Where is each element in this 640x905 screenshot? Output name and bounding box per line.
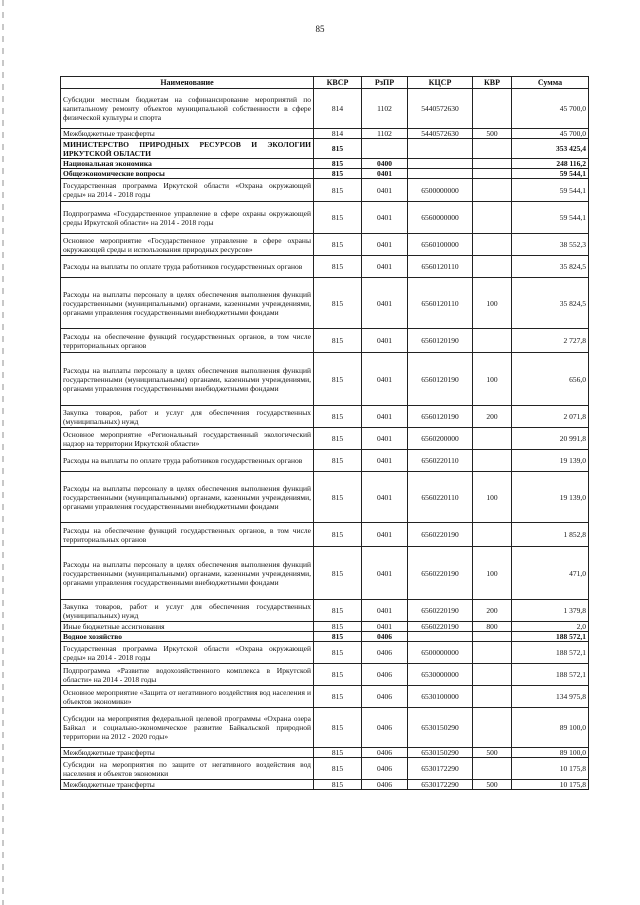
cell-sum: 10 175,8 <box>512 780 589 790</box>
table-row <box>61 523 589 547</box>
header-rzpr: РзПР <box>362 77 408 89</box>
cell-rzpr: 0401 <box>362 450 408 472</box>
table-row <box>61 202 589 234</box>
cell-sum: 353 425,4 <box>512 139 589 159</box>
cell-kvr: 500 <box>473 748 512 758</box>
table-row <box>61 708 589 748</box>
table-row <box>61 622 589 632</box>
cell-sum: 59 544,1 <box>512 179 589 202</box>
cell-name: Расходы на выплаты персоналу в целях обеспечения выполнения функций государственными (муниципальными) органами, казенными учреждениями, органами управления государственными внебюджетными фондами <box>61 547 314 600</box>
cell-rzpr: 0401 <box>362 428 408 450</box>
table-row <box>61 406 589 428</box>
cell-kvr <box>473 428 512 450</box>
cell-kvr <box>473 450 512 472</box>
cell-name: Расходы на обеспечение функций государственных органов, в том числе территориальных органов <box>61 523 314 547</box>
table-row <box>61 129 589 139</box>
cell-kvsr: 815 <box>314 353 362 406</box>
cell-sum: 20 991,8 <box>512 428 589 450</box>
table-row <box>61 600 589 622</box>
cell-kvr: 100 <box>473 547 512 600</box>
table-row <box>61 139 589 159</box>
cell-name: МИНИСТЕРСТВО ПРИРОДНЫХ РЕСУРСОВ И ЭКОЛОГИИ ИРКУТСКОЙ ОБЛАСТИ <box>61 139 314 159</box>
cell-name: Подпрограмма «Государственное управление в сфере охраны окружающей среды Иркутской области» на 2014 - 2018 годы <box>61 202 314 234</box>
cell-rzpr: 0401 <box>362 406 408 428</box>
cell-name: Субсидии на мероприятия федеральной целевой программы «Охрана озера Байкал и социально-экономическое развитие Байкальской природной территории на 2012 - 2020 годы» <box>61 708 314 748</box>
cell-kvsr: 815 <box>314 472 362 523</box>
table-row <box>61 450 589 472</box>
cell-name: Основное мероприятие «Защита от негативного воздействия вод населения и объектов экономики» <box>61 686 314 708</box>
cell-kcsr: 6560220190 <box>408 523 473 547</box>
table-row <box>61 472 589 523</box>
cell-kvr <box>473 642 512 664</box>
cell-sum: 1 852,8 <box>512 523 589 547</box>
cell-kvr <box>473 523 512 547</box>
cell-rzpr: 0401 <box>362 547 408 600</box>
table-row <box>61 89 589 129</box>
cell-sum: 248 116,2 <box>512 159 589 169</box>
table-body <box>61 89 589 790</box>
cell-name: Межбюджетные трансферты <box>61 129 314 139</box>
cell-kvsr: 815 <box>314 450 362 472</box>
cell-kcsr: 6530172290 <box>408 758 473 780</box>
cell-kvsr: 815 <box>314 179 362 202</box>
cell-kcsr: 6560220110 <box>408 472 473 523</box>
cell-rzpr: 0401 <box>362 202 408 234</box>
cell-kcsr: 6500000000 <box>408 642 473 664</box>
cell-kcsr: 6530000000 <box>408 664 473 686</box>
cell-rzpr: 0406 <box>362 642 408 664</box>
cell-rzpr: 1102 <box>362 89 408 129</box>
header-kvsr: КВСР <box>314 77 362 89</box>
cell-sum: 45 700,0 <box>512 89 589 129</box>
cell-kcsr <box>408 139 473 159</box>
cell-kvsr: 815 <box>314 169 362 179</box>
cell-kvsr: 814 <box>314 129 362 139</box>
cell-sum: 134 975,8 <box>512 686 589 708</box>
cell-sum: 19 139,0 <box>512 450 589 472</box>
cell-kcsr: 6560120190 <box>408 406 473 428</box>
cell-kvsr: 815 <box>314 234 362 256</box>
cell-sum: 45 700,0 <box>512 129 589 139</box>
cell-name: Расходы на выплаты по оплате труда работников государственных органов <box>61 450 314 472</box>
cell-sum: 2,0 <box>512 622 589 632</box>
cell-kvr: 500 <box>473 129 512 139</box>
cell-name: Основное мероприятие «Государственное управление в сфере охраны окружающей среды и использования природных ресурсов» <box>61 234 314 256</box>
cell-kcsr: 6560220190 <box>408 600 473 622</box>
header-name: Наименование <box>61 77 314 89</box>
cell-name: Расходы на выплаты персоналу в целях обеспечения выполнения функций государственными (муниципальными) органами, казенными учреждениями, органами управления государственными внебюджетными фондами <box>61 278 314 329</box>
cell-kvsr: 815 <box>314 547 362 600</box>
cell-kvsr: 815 <box>314 428 362 450</box>
cell-sum: 59 544,1 <box>512 202 589 234</box>
cell-kvr: 500 <box>473 780 512 790</box>
cell-sum: 188 572,1 <box>512 632 589 642</box>
cell-rzpr: 1102 <box>362 129 408 139</box>
cell-kcsr: 6560120110 <box>408 278 473 329</box>
cell-kvr <box>473 632 512 642</box>
cell-rzpr: 0406 <box>362 748 408 758</box>
cell-sum: 1 379,8 <box>512 600 589 622</box>
table-row <box>61 642 589 664</box>
cell-kcsr: 5440572630 <box>408 89 473 129</box>
cell-rzpr: 0401 <box>362 179 408 202</box>
page-number: 85 <box>315 24 325 34</box>
cell-kvr <box>473 139 512 159</box>
cell-sum: 2 727,8 <box>512 329 589 353</box>
cell-kvr <box>473 202 512 234</box>
cell-name: Межбюджетные трансферты <box>61 748 314 758</box>
cell-rzpr: 0401 <box>362 169 408 179</box>
table-row <box>61 780 589 790</box>
table-row <box>61 256 589 278</box>
cell-name: Закупка товаров, работ и услуг для обеспечения государственных (муниципальных) нужд <box>61 600 314 622</box>
cell-rzpr: 0401 <box>362 329 408 353</box>
cell-kvr <box>473 256 512 278</box>
cell-rzpr: 0401 <box>362 234 408 256</box>
cell-kcsr: 6560220190 <box>408 547 473 600</box>
cell-name: Расходы на выплаты персоналу в целях обеспечения выполнения функций государственными (муниципальными) органами, казенными учреждениями, органами управления государственными внебюджетными фондами <box>61 353 314 406</box>
cell-kcsr: 6560200000 <box>408 428 473 450</box>
cell-kvsr: 815 <box>314 758 362 780</box>
cell-kvsr: 815 <box>314 329 362 353</box>
cell-rzpr: 0406 <box>362 758 408 780</box>
cell-kvsr: 815 <box>314 664 362 686</box>
cell-kvsr: 815 <box>314 600 362 622</box>
cell-kvsr: 815 <box>314 642 362 664</box>
table-row <box>61 664 589 686</box>
cell-rzpr: 0401 <box>362 353 408 406</box>
cell-rzpr: 0406 <box>362 708 408 748</box>
cell-kcsr <box>408 632 473 642</box>
cell-kvr <box>473 234 512 256</box>
cell-kcsr: 6560120190 <box>408 329 473 353</box>
cell-kvsr: 815 <box>314 256 362 278</box>
cell-kvr: 200 <box>473 600 512 622</box>
cell-kvr <box>473 708 512 748</box>
cell-name: Государственная программа Иркутской области «Охрана окружающей среды» на 2014 - 2018 годы <box>61 642 314 664</box>
cell-kvr: 800 <box>473 622 512 632</box>
cell-kcsr: 6530100000 <box>408 686 473 708</box>
header-kcsr: КЦСР <box>408 77 473 89</box>
cell-sum: 38 552,3 <box>512 234 589 256</box>
cell-sum: 471,0 <box>512 547 589 600</box>
cell-name: Субсидии на мероприятия по защите от негативного воздействия вод населения и объектов экономики <box>61 758 314 780</box>
table-row <box>61 686 589 708</box>
cell-kcsr: 5440572630 <box>408 129 473 139</box>
cell-kvsr: 815 <box>314 622 362 632</box>
cell-rzpr: 0401 <box>362 622 408 632</box>
budget-table <box>60 76 589 790</box>
cell-kvsr: 815 <box>314 159 362 169</box>
table-row <box>61 632 589 642</box>
table-row <box>61 758 589 780</box>
cell-kvr <box>473 89 512 129</box>
cell-name: Межбюджетные трансферты <box>61 780 314 790</box>
cell-kcsr: 6560220190 <box>408 622 473 632</box>
cell-rzpr: 0406 <box>362 780 408 790</box>
cell-kvsr: 815 <box>314 632 362 642</box>
cell-kvr <box>473 329 512 353</box>
cell-kvr: 200 <box>473 406 512 428</box>
cell-name: Расходы на выплаты персоналу в целях обеспечения выполнения функций государственными (муниципальными) органами, казенными учреждениями, органами управления государственными внебюджетными фондами <box>61 472 314 523</box>
header-sum: Сумма <box>512 77 589 89</box>
cell-name: Расходы на выплаты по оплате труда работников государственных органов <box>61 256 314 278</box>
cell-name: Водное хозяйство <box>61 632 314 642</box>
cell-name: Иные бюджетные ассигнования <box>61 622 314 632</box>
cell-kvsr: 815 <box>314 686 362 708</box>
cell-kcsr: 6560100000 <box>408 234 473 256</box>
cell-kvsr: 814 <box>314 89 362 129</box>
cell-sum: 19 139,0 <box>512 472 589 523</box>
cell-kcsr: 6560120110 <box>408 256 473 278</box>
cell-rzpr: 0401 <box>362 600 408 622</box>
cell-name: Общеэкономические вопросы <box>61 169 314 179</box>
cell-kvr <box>473 179 512 202</box>
cell-kvsr: 815 <box>314 278 362 329</box>
cell-kvsr: 815 <box>314 780 362 790</box>
table-header-row <box>61 77 589 89</box>
table-row <box>61 169 589 179</box>
cell-kvr <box>473 159 512 169</box>
cell-kvr: 100 <box>473 278 512 329</box>
cell-kcsr: 6560000000 <box>408 202 473 234</box>
table-row <box>61 329 589 353</box>
cell-kvr: 100 <box>473 353 512 406</box>
cell-kcsr: 6560120190 <box>408 353 473 406</box>
cell-rzpr: 0406 <box>362 632 408 642</box>
cell-name: Государственная программа Иркутской области «Охрана окружающей среды» на 2014 - 2018 годы <box>61 179 314 202</box>
cell-sum: 188 572,1 <box>512 642 589 664</box>
cell-kcsr: 6530150290 <box>408 748 473 758</box>
cell-kvsr: 815 <box>314 708 362 748</box>
cell-kcsr: 6560220110 <box>408 450 473 472</box>
cell-sum: 2 071,8 <box>512 406 589 428</box>
cell-kvsr: 815 <box>314 523 362 547</box>
table-row <box>61 278 589 329</box>
cell-kcsr: 6500000000 <box>408 179 473 202</box>
cell-name: Основное мероприятие «Региональный государственный экологический надзор на территории Иркутской области» <box>61 428 314 450</box>
cell-rzpr: 0401 <box>362 523 408 547</box>
cell-sum: 10 175,8 <box>512 758 589 780</box>
table-row <box>61 428 589 450</box>
cell-sum: 35 824,5 <box>512 278 589 329</box>
cell-kvr <box>473 664 512 686</box>
table-row <box>61 159 589 169</box>
cell-name: Национальная экономика <box>61 159 314 169</box>
cell-kcsr: 6530150290 <box>408 708 473 748</box>
cell-rzpr: 0401 <box>362 278 408 329</box>
cell-kvsr: 815 <box>314 139 362 159</box>
cell-kcsr: 6530172290 <box>408 780 473 790</box>
cell-rzpr: 0406 <box>362 686 408 708</box>
cell-rzpr: 0400 <box>362 159 408 169</box>
cell-rzpr: 0406 <box>362 664 408 686</box>
cell-kcsr <box>408 169 473 179</box>
cell-kvr <box>473 686 512 708</box>
cell-name: Закупка товаров, работ и услуг для обеспечения государственных (муниципальных) нужд <box>61 406 314 428</box>
cell-rzpr: 0401 <box>362 256 408 278</box>
cell-kvsr: 815 <box>314 202 362 234</box>
scan-edge-marks <box>2 0 4 905</box>
cell-sum: 89 100,0 <box>512 748 589 758</box>
cell-kvsr: 815 <box>314 406 362 428</box>
cell-kvr <box>473 169 512 179</box>
cell-rzpr <box>362 139 408 159</box>
cell-sum: 89 100,0 <box>512 708 589 748</box>
cell-name: Субсидии местным бюджетам на софинансирование мероприятий по капитальному ремонту объектов муниципальной собственности в сфере физической культуры и спорта <box>61 89 314 129</box>
cell-name: Подпрограмма «Развитие водохозяйственного комплекса в Иркутской области» на 2014 - 2018 годы <box>61 664 314 686</box>
cell-kcsr <box>408 159 473 169</box>
header-kvr: КВР <box>473 77 512 89</box>
cell-kvr <box>473 758 512 780</box>
cell-sum: 59 544,1 <box>512 169 589 179</box>
cell-kvsr: 815 <box>314 748 362 758</box>
table-row <box>61 748 589 758</box>
cell-name: Расходы на обеспечение функций государственных органов, в том числе территориальных органов <box>61 329 314 353</box>
cell-sum: 35 824,5 <box>512 256 589 278</box>
cell-kvr: 100 <box>473 472 512 523</box>
cell-sum: 656,0 <box>512 353 589 406</box>
table-row <box>61 179 589 202</box>
table-row <box>61 547 589 600</box>
cell-sum: 188 572,1 <box>512 664 589 686</box>
cell-rzpr: 0401 <box>362 472 408 523</box>
table-row <box>61 353 589 406</box>
table-row <box>61 234 589 256</box>
